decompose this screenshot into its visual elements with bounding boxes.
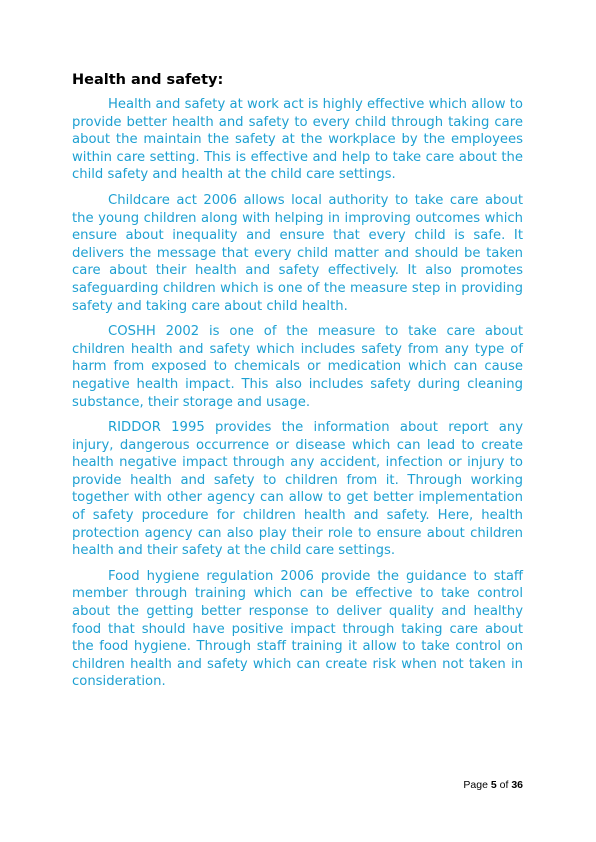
page-word: Page xyxy=(463,779,488,791)
paragraph-riddor: RIDDOR 1995 provides the information about report any injury, dangerous occurrence or disease which can lead to create health negative impact through any accident, infection or injury to provide health and safety to children from it. Through working together with other agency can allow to get better implementation of safety procedure for children health and safety. Here, health protection agency can also play their role to ensure about children health and their safety at the child care settings. xyxy=(72,420,523,559)
total-pages: 36 xyxy=(511,779,523,791)
paragraph-food-hygiene: Food hygiene regulation 2006 provide the guidance to staff member through training which can be effective to take control about the getting better response to deliver quality and healthy food that should have positive impact through taking care about the food hygiene. Through staff training it allow to take control on children health and safety which can create risk when not taken in consideration. xyxy=(72,568,523,690)
page-footer xyxy=(463,779,523,791)
page-content xyxy=(72,70,523,699)
paragraph-coshh: COSHH 2002 is one of the measure to take care about children health and safety which includes safety from any type of harm from exposed to chemicals or medication which can cause negative health impact. This also includes safety during cleaning substance, their storage and usage. xyxy=(72,324,523,410)
section-heading: Health and safety: xyxy=(72,72,224,88)
page-number: 5 xyxy=(490,779,497,791)
of-word: of xyxy=(499,779,509,791)
paragraph-health-safety-act: Health and safety at work act is highly effective which allow to provide better health and safety to every child through taking care about the maintain the safety at the workplace by the employees within care setting. This is effective and help to take care about the child safety and health at the child care settings. xyxy=(72,97,523,183)
paragraph-childcare-act: Childcare act 2006 allows local authority to take care about the young children along with helping in improving outcomes which ensure about inequality and ensure that every child is safe. It delivers the message that every child matter and should be taken care about their health and safety effectively. It also promotes safeguarding children which is one of the measure step in providing safety and taking care about child health. xyxy=(72,192,523,314)
